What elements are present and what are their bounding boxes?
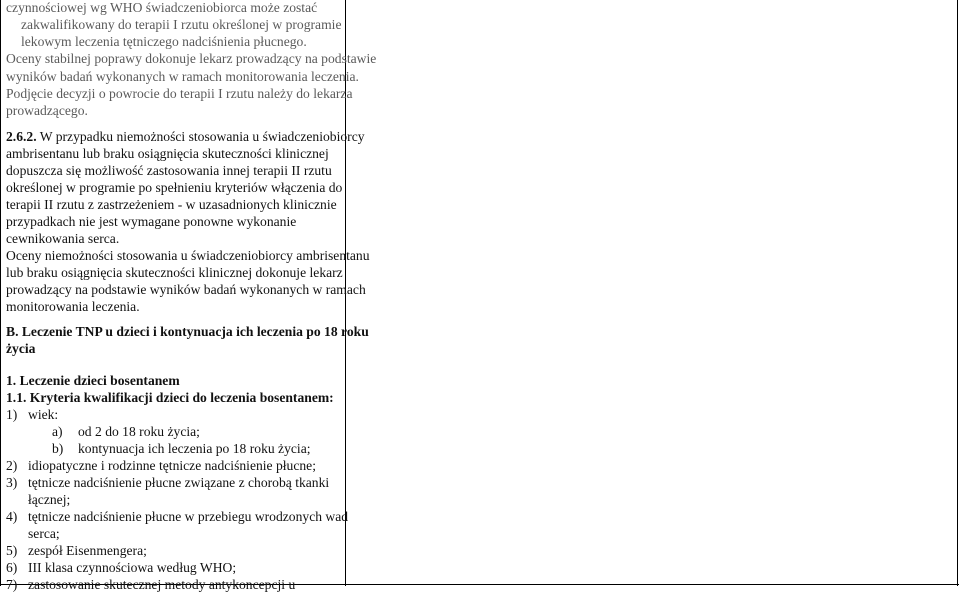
section-262 <box>6 128 370 315</box>
heading-line: życia <box>6 341 36 356</box>
list-number: 6) <box>6 560 18 575</box>
heading-line: B. Leczenie TNP u dzieci i kontynuacja ich leczenia po 18 roku <box>6 324 369 339</box>
text-line: lekowym leczenia tętniczego nadciśnienia płucnego. <box>21 34 307 49</box>
sub-list-item <box>6 423 348 440</box>
section-heading: 1. Leczenie dzieci bosentanem <box>6 373 180 388</box>
text-line: Oceny niemożności stosowania u świadczeniobiorcy ambrisentanu <box>6 248 370 263</box>
sub-list-text: kontynuacja ich leczenia po 18 roku życia; <box>78 441 311 456</box>
text-line: Podjęcie decyzji o powrocie do terapii I rzutu należy do lekarza <box>6 86 353 101</box>
list-item <box>6 457 348 474</box>
text-line: przypadkach nie jest wymagane ponowne wykonanie <box>6 214 297 229</box>
text-line: W przypadku niemożności stosowania u świadczeniobiorcy <box>36 129 365 144</box>
list-number: 3) <box>6 475 18 490</box>
text-line: zakwalifikowany do terapii I rzutu określonej w programie <box>21 17 342 32</box>
list-text: zastosowanie skutecznej metody antykoncepcji u <box>28 577 296 592</box>
list-item <box>6 474 348 491</box>
sub-list-number: a) <box>52 424 63 439</box>
text-line: prowadzącego. <box>6 103 88 118</box>
list-text: idiopatyczne i rodzinne tętnicze nadciśnienie płucne; <box>28 458 316 473</box>
list-item <box>6 508 348 525</box>
list-text: wiek: <box>28 407 59 422</box>
text-line: wyników badań wykonanych w ramach monitorowania leczenia. <box>6 69 359 84</box>
sub-list-number: b) <box>52 441 64 456</box>
text-line: czynnościowej wg WHO świadczeniobiorca może zostać <box>6 0 318 15</box>
list-number: 5) <box>6 543 18 558</box>
list-item <box>6 406 348 423</box>
list-text: tętnicze nadciśnienie płucne związane z chorobą tkanki <box>28 475 330 490</box>
list-number: 4) <box>6 509 18 524</box>
text-line: prowadzący na podstawie wyników badań wykonanych w ramach <box>6 282 366 297</box>
list-item <box>6 559 348 576</box>
list-number: 7) <box>6 577 18 592</box>
text-line: ambrisentanu lub braku osiągnięcia skuteczności klinicznej <box>6 146 329 161</box>
text-line: cewnikowania serca. <box>6 231 120 246</box>
sub-list-item <box>6 440 348 457</box>
text-line: monitorowania leczenia. <box>6 299 140 314</box>
list-number: 1) <box>6 407 18 422</box>
list-number: 2) <box>6 458 18 473</box>
list-text: III klasa czynnościowa według WHO; <box>28 560 237 575</box>
text-line: określonej w programie po spełnieniu kryteriów włączenia do <box>6 180 343 195</box>
table-border-right <box>957 0 958 586</box>
section-b <box>6 323 369 357</box>
text-line: Oceny stabilnej poprawy dokonuje lekarz prowadzący na podstawie <box>6 51 377 66</box>
section-1 <box>6 372 348 593</box>
text-line: lub braku osiągnięcia skuteczności klinicznej dokonuje lekarz <box>6 265 343 280</box>
text-line: dopuszcza się możliwość zastosowania innej terapii II rzutu <box>6 163 332 178</box>
list-text-continuation: serca; <box>28 526 60 541</box>
sub-list-text: od 2 do 18 roku życia; <box>78 424 200 439</box>
section-262-first-line <box>6 128 370 145</box>
section-subheading: 1.1. Kryteria kwalifikacji dzieci do leczenia bosentanem: <box>6 390 334 405</box>
text-line: terapii II rzutu z zastrzeżeniem - w uzasadnionych klinicznie <box>6 197 337 212</box>
section-number: 2.6.2. <box>6 129 37 144</box>
list-item <box>6 542 348 559</box>
list-text-continuation: łącznej; <box>28 492 71 507</box>
table-border-left <box>0 0 1 586</box>
list-text: tętnicze nadciśnienie płucne w przebiegu wrodzonych wad <box>28 509 349 524</box>
list-text: zespół Eisenmengera; <box>28 543 147 558</box>
list-item <box>6 576 348 593</box>
